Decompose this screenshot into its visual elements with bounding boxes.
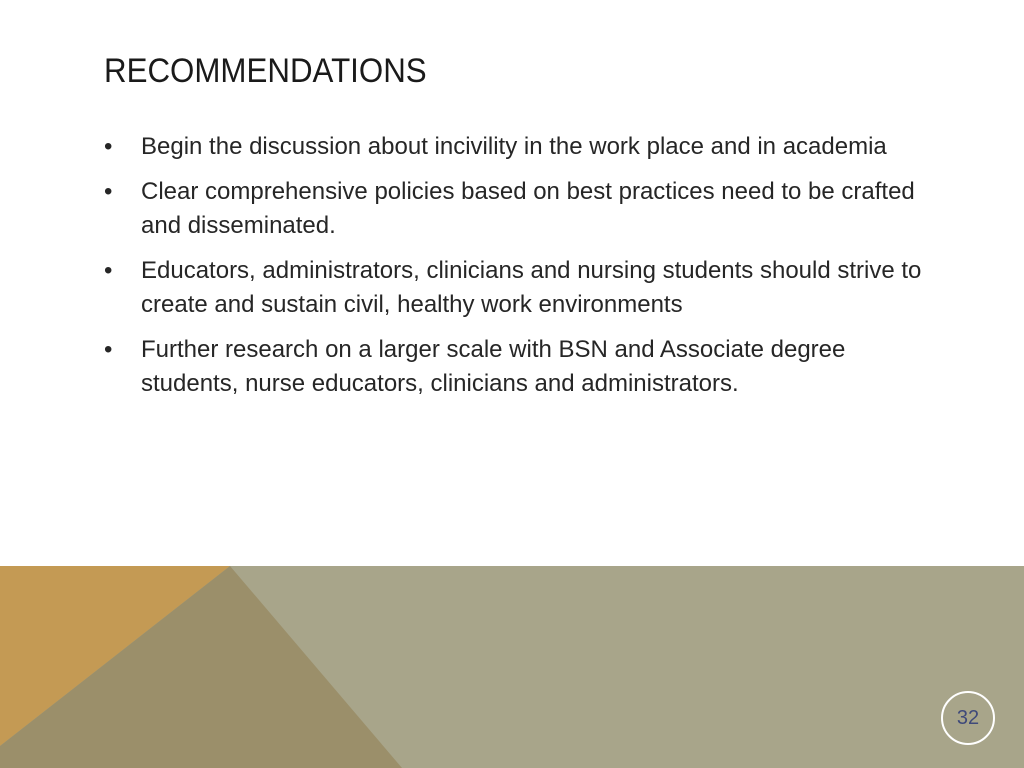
page-number: 32 xyxy=(956,706,980,729)
bullet-marker: • xyxy=(104,178,113,205)
bullet-text: Further research on a larger scale with BSN and Associate degree students, nurse educators, clinicians and administrators. xyxy=(141,336,846,397)
bullet-text: Educators, administrators, clinicians and nursing students should strive to create and sustain civil, healthy work environments xyxy=(141,257,922,318)
bullet-item xyxy=(104,254,934,322)
footer-decoration-shapes xyxy=(0,566,1024,768)
bullet-text: Begin the discussion about incivility in the work place and in academia xyxy=(141,133,887,160)
slide-title: RECOMMENDATIONS xyxy=(104,52,427,90)
bullet-marker: • xyxy=(104,257,113,284)
page-number-badge xyxy=(941,691,995,745)
bullet-list xyxy=(104,130,934,412)
bullet-marker: • xyxy=(104,336,113,363)
bullet-marker: • xyxy=(104,133,113,160)
bullet-item xyxy=(104,175,934,243)
footer-decoration-band xyxy=(0,566,1024,768)
bullet-item xyxy=(104,130,934,164)
bullet-text: Clear comprehensive policies based on best practices need to be crafted and disseminated. xyxy=(141,178,915,239)
bullet-item xyxy=(104,333,934,401)
